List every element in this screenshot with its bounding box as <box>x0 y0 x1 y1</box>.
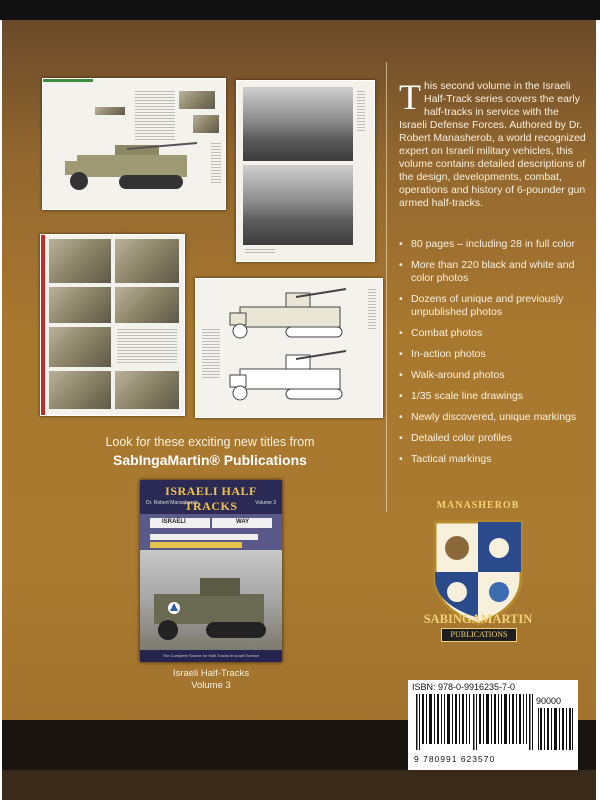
line-drawing-1 <box>226 285 356 343</box>
feature-item: • Combat photos <box>399 327 483 339</box>
feature-list <box>399 238 589 474</box>
half-track-profile-drawing <box>57 141 207 197</box>
color-photo <box>49 287 111 323</box>
intro-text: his second volume in the Israeli Half-Track series covers the early half-tracks in service with the Israeli Defense Forces. Authored by Dr. Robert Manasherob, a world recognized expert on Israeli military vehicles, this volume contains detailed descriptions of the design, developments, combat, operations and history of 6-pounder gun armed half-tracks. <box>399 80 586 209</box>
logo-top-text: MANASHEROB <box>436 500 520 511</box>
price-barcode-bars <box>538 708 574 750</box>
top-scan-bar <box>0 0 600 20</box>
feature-item: • Detailed color profiles <box>399 432 512 444</box>
feature-item: • 1/35 scale line drawings <box>399 390 524 402</box>
book-cover-title: ISRAELI HALF TRACKS <box>165 484 257 513</box>
drop-cap: T <box>399 77 421 117</box>
bw-photo <box>243 165 353 245</box>
feature-item: • Tactical markings <box>399 453 492 465</box>
feature-item: • In-action photos <box>399 348 486 360</box>
book-cover-banner: ISRAELI WAY <box>140 514 282 550</box>
color-photo <box>49 327 111 367</box>
feature-item: • Dozens of unique and previously unpublished photos <box>399 293 564 318</box>
sample-page-1 <box>42 78 226 210</box>
bottom-edge <box>2 770 596 800</box>
feature-item: • 80 pages – including 28 in full color <box>399 238 576 250</box>
isbn-text: ISBN: 978-0-9916235-7-0 <box>412 682 516 692</box>
feature-item: • Walk-around photos <box>399 369 505 381</box>
feature-item: • More than 220 black and white and color photos <box>399 259 575 284</box>
column-divider <box>386 62 387 512</box>
sample-page-4 <box>195 278 383 418</box>
color-photo <box>115 371 179 409</box>
arrow-shape <box>150 534 258 540</box>
price-code: 90000 <box>536 696 562 706</box>
intro-paragraph <box>399 77 587 210</box>
barcode-bars <box>416 694 534 750</box>
book-caption-title: Israeli Half-Tracks <box>172 668 250 679</box>
color-photo <box>49 239 111 283</box>
isbn-barcode <box>408 680 578 770</box>
next-volume-cover <box>140 480 282 662</box>
barcode-number: 9 780991 623570 <box>414 754 496 764</box>
color-photo <box>115 239 179 283</box>
line-drawing-2 <box>226 347 356 405</box>
book-cover-volume: Volume 3 <box>255 500 276 506</box>
book-cover-footer: The Complete Source for Half-Tracks in Israeli Service <box>140 650 282 662</box>
color-photo <box>49 371 111 409</box>
promo-line: Look for these exciting new titles from <box>105 435 315 449</box>
logo-brand: SABINGAMARTIN <box>423 612 533 626</box>
feature-item: • Newly discovered, unique markings <box>399 411 577 423</box>
book-caption-volume: Volume 3 <box>191 680 231 691</box>
book-cover-author: Dr. Robert Manasherob <box>146 500 198 506</box>
publisher-name: SabIngaMartin® Publications <box>113 452 307 468</box>
sample-page-2 <box>236 80 375 262</box>
bw-photo <box>243 87 353 161</box>
publisher-logo <box>413 500 543 650</box>
book-cover-photo <box>140 550 282 650</box>
arrow-shape <box>150 542 242 548</box>
color-photo <box>115 287 179 323</box>
sample-page-3 <box>40 234 185 416</box>
logo-sub: PUBLICATIONS <box>441 628 517 642</box>
